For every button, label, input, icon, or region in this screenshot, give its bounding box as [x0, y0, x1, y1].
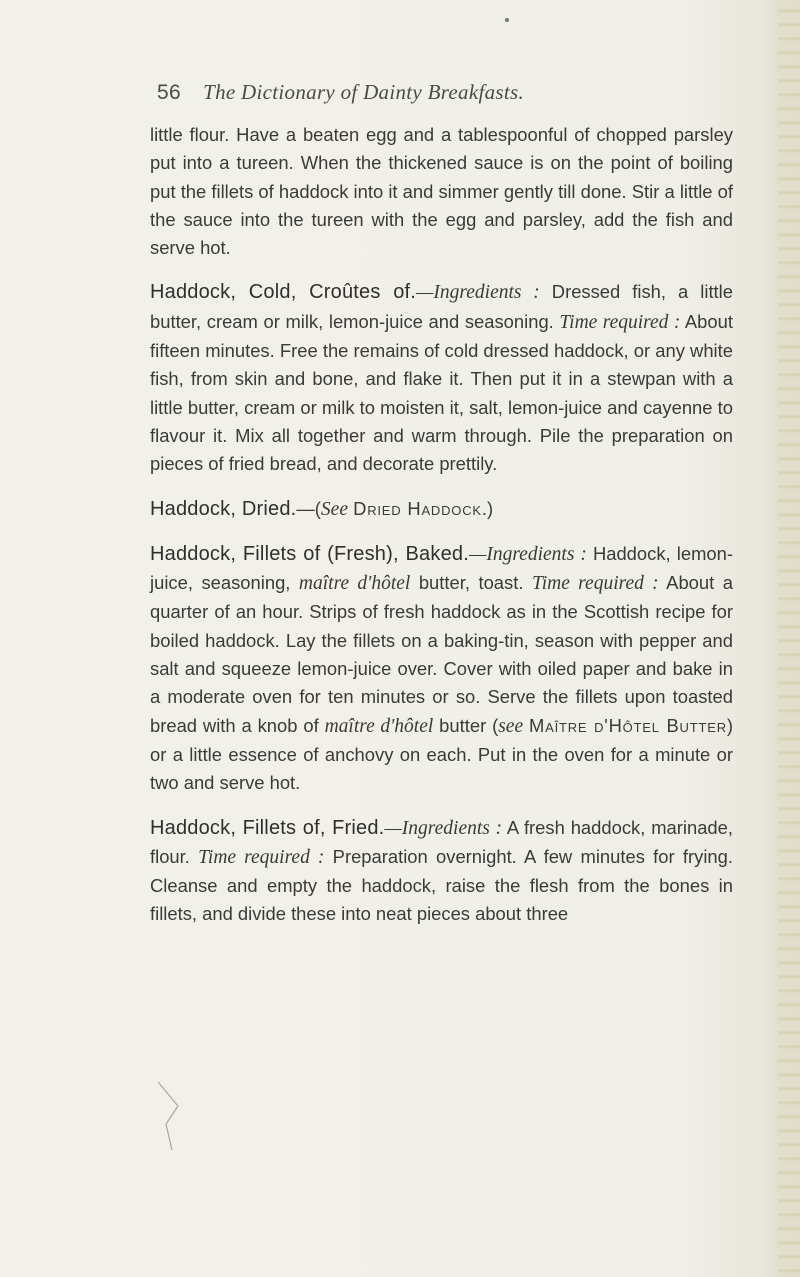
cross-reference: Maître d'Hôtel Butter	[529, 714, 727, 736]
page-number: 56	[157, 81, 181, 104]
page-body	[150, 121, 733, 929]
pencil-mark	[150, 1080, 210, 1160]
ref-close: .)	[481, 497, 494, 519]
entry-body: About fifteen minutes. Free the remains of cold dressed haddock, or any white fish, from skin and bone, and flake it. Then put it in a stewpan with a little butter, cream or milk to moisten it, salt, lemon-juice and cayenne to flavour it. Mix all together and warm through. Pile the preparation on pieces of fried bread, and decorate prettily.	[150, 310, 733, 475]
ingredients-text: A fresh haddock, marinade, flour.	[150, 816, 733, 867]
see-label: See	[320, 498, 348, 520]
entry-body-3: ) or a little essence of anchovy on each. Put in the oven for a minute or two and serve hot.	[150, 714, 734, 794]
ingredients-label: —Ingredients :	[468, 543, 587, 565]
entry-body-2: butter (	[433, 714, 499, 736]
paragraph-intro	[150, 121, 733, 262]
entry-fillets-fried	[150, 814, 733, 929]
ingredients-italic: maître d'hôtel	[298, 573, 411, 595]
ingredients-label: —Ingredients :	[416, 282, 540, 304]
intro-text: little flour. Have a beaten egg and a tablespoonful of chopped parsley put into a tureen. When the thickened sauce is on the point of boiling put the fillets of haddock into it and simmer gently till done. Stir a little of the sauce into the tureen with the egg and parsley, add the fish and serve hot.	[150, 124, 733, 259]
entry-body: Preparation overnight. A few minutes for frying. Cleanse and empty the haddock, raise the flesh from the bones in fillets, and divide these into neat pieces about three	[150, 845, 733, 925]
entry-fillets-baked	[150, 540, 733, 798]
entry-heading: Haddock, Cold, Croûtes of.	[150, 281, 417, 304]
time-label: Time required :	[559, 311, 681, 333]
body-italic: maître d'hôtel	[324, 715, 434, 737]
entry-cold-croutes	[150, 278, 733, 478]
time-label: Time required :	[198, 846, 325, 868]
ingredients-label: —Ingredients :	[384, 817, 502, 839]
print-speck	[505, 18, 509, 22]
ingredients-text-2: butter, toast.	[410, 572, 532, 594]
ingredients-text: Dressed fish, a little butter, cream or milk, lemon-juice and seasoning.	[150, 281, 733, 332]
book-title: The Dictionary of Dainty Breakfasts.	[203, 80, 525, 104]
cross-reference: Dried Haddock	[353, 497, 482, 519]
entry-body: About a quarter of an hour. Strips of fresh haddock as in the Scottish recipe for boiled haddock. Lay the fillets on a baking-tin, season with pepper and salt and squeeze lemon-juice over. Cover with oiled paper and bake in a moderate oven for ten minutes or so. Serve the fillets upon toasted bread with a knob of	[150, 572, 733, 736]
entry-heading: Haddock, Fillets of (Fresh), Baked.	[150, 542, 469, 565]
see-label: see	[498, 715, 524, 737]
ingredients-text: Haddock, lemon-juice, seasoning,	[150, 542, 733, 594]
dash-open: —(	[296, 497, 321, 519]
entry-dried	[150, 495, 733, 524]
time-label: Time required :	[531, 573, 659, 595]
running-head	[157, 80, 717, 105]
page-edge	[778, 0, 800, 1277]
entry-heading: Haddock, Dried.	[150, 497, 297, 520]
entry-heading: Haddock, Fillets of, Fried.	[150, 816, 385, 839]
